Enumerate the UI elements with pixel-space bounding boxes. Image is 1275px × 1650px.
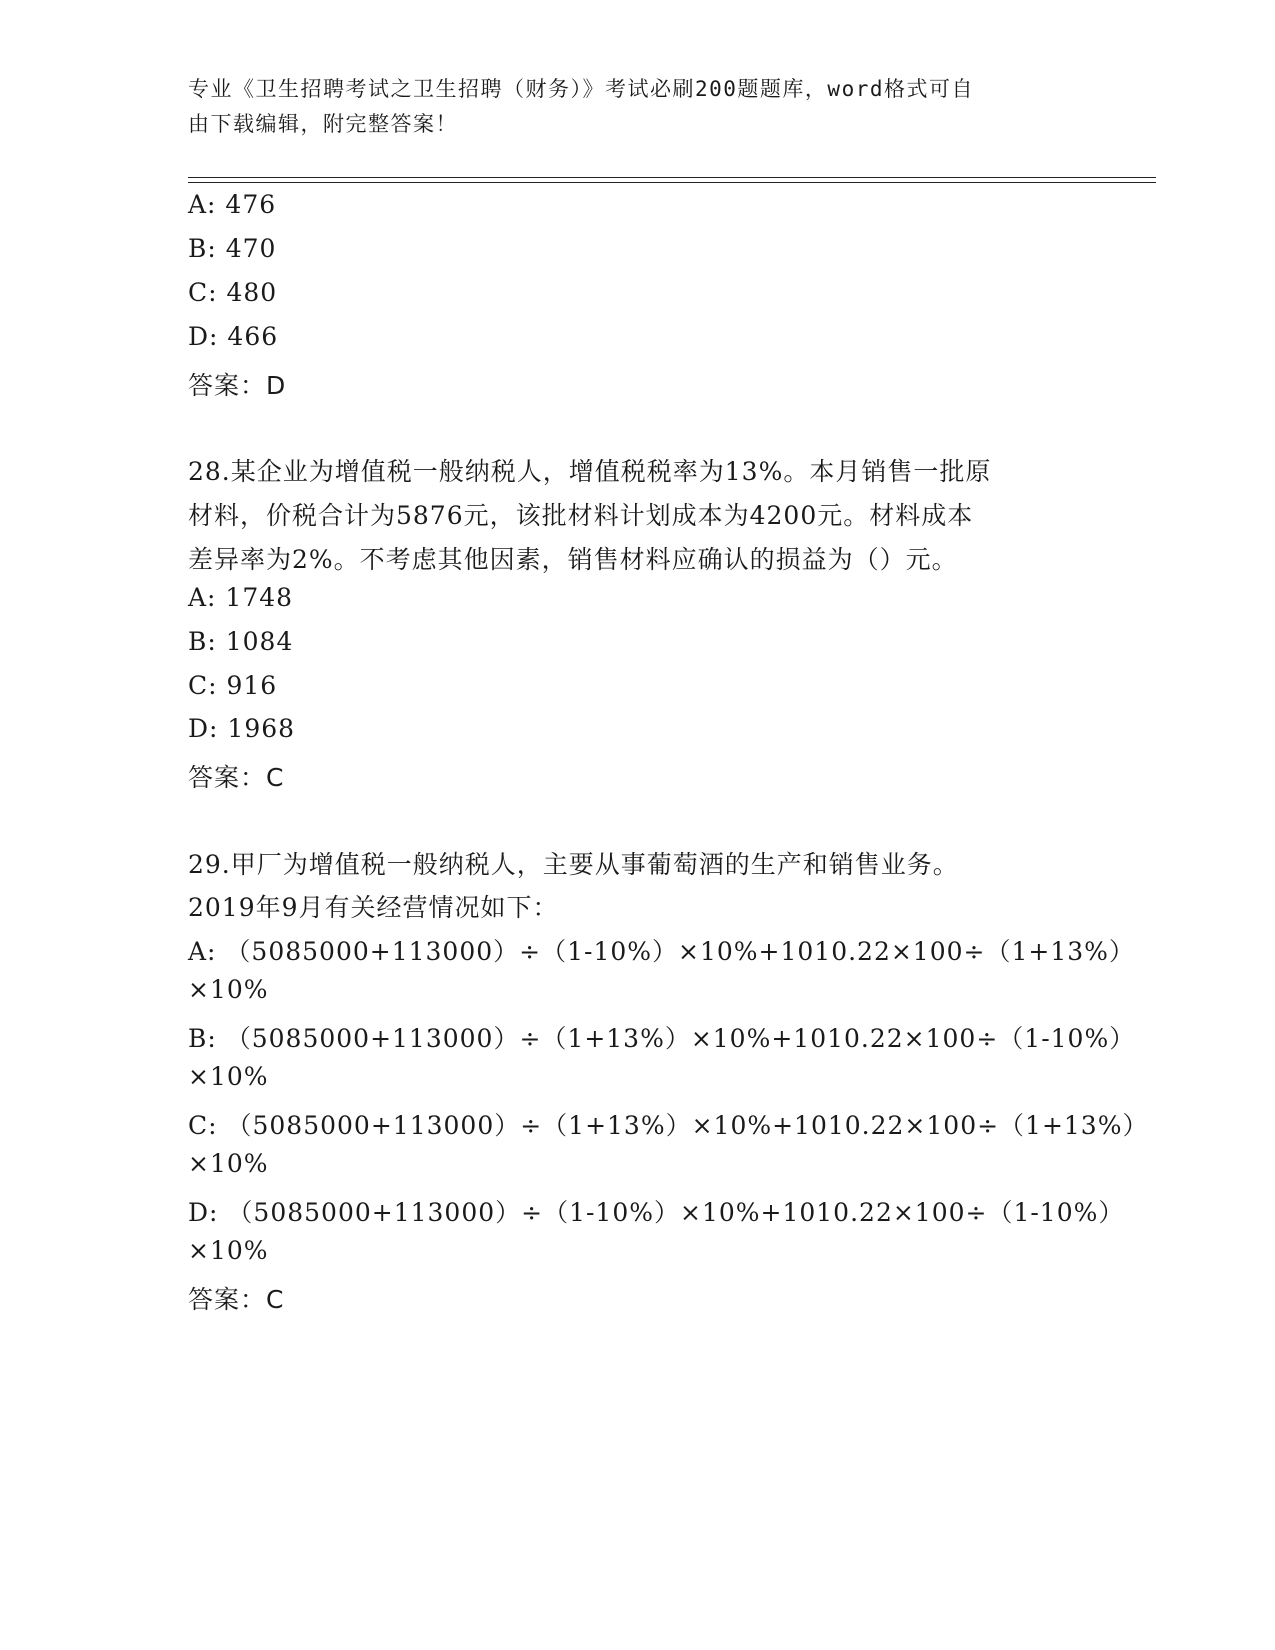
option-c: C: 916 [188,671,278,700]
header-divider [188,182,1156,183]
option-b: B: （5085000+113000）÷（1+13%）×10%+1010.22×100÷（1-10%） [188,1024,1136,1053]
option-a: A: 1748 [188,583,294,612]
option-d: D: （5085000+113000）÷（1-10%）×10%+1010.22×100÷（1-10%） [188,1198,1125,1227]
question-stem: 差异率为2%。不考虑其他因素，销售材料应确认的损益为（）元。 [188,545,958,574]
header-divider [188,177,1156,178]
option-c-continued: ×10% [188,1149,269,1178]
answer-line: 答案：C [188,1285,285,1314]
option-c: C: （5085000+113000）÷（1+13%）×10%+1010.22×100÷（1+13%） [188,1111,1149,1140]
answer-line: 答案：C [188,763,285,792]
option-a: A: 476 [188,190,277,219]
option-c: C: 480 [188,278,278,307]
option-a-continued: ×10% [188,975,269,1004]
header-line: 由下载编辑，附完整答案！ [188,112,458,136]
option-d: D: 466 [188,322,279,351]
question-stem: 28.某企业为增值税一般纳税人，增值税税率为13%。本月销售一批原 [188,457,992,486]
option-b: B: 1084 [188,627,294,656]
option-d: D: 1968 [188,714,296,743]
option-b-continued: ×10% [188,1062,269,1091]
header-line: 专业《卫生招聘考试之卫生招聘（财务）》考试必刷200题题库，word格式可自 [188,77,974,101]
question-stem: 材料，价税合计为5876元，该批材料计划成本为4200元。材料成本 [188,501,974,530]
question-stem: 2019年9月有关经营情况如下： [188,893,559,922]
answer-line: 答案：D [188,371,287,400]
option-a: A: （5085000+113000）÷（1-10%）×10%+1010.22×100÷（1+13%） [188,937,1135,966]
option-d-continued: ×10% [188,1236,269,1265]
option-b: B: 470 [188,234,277,263]
question-stem: 29.甲厂为增值税一般纳税人，主要从事葡萄酒的生产和销售业务。 [188,850,959,879]
document-header [188,72,1068,142]
